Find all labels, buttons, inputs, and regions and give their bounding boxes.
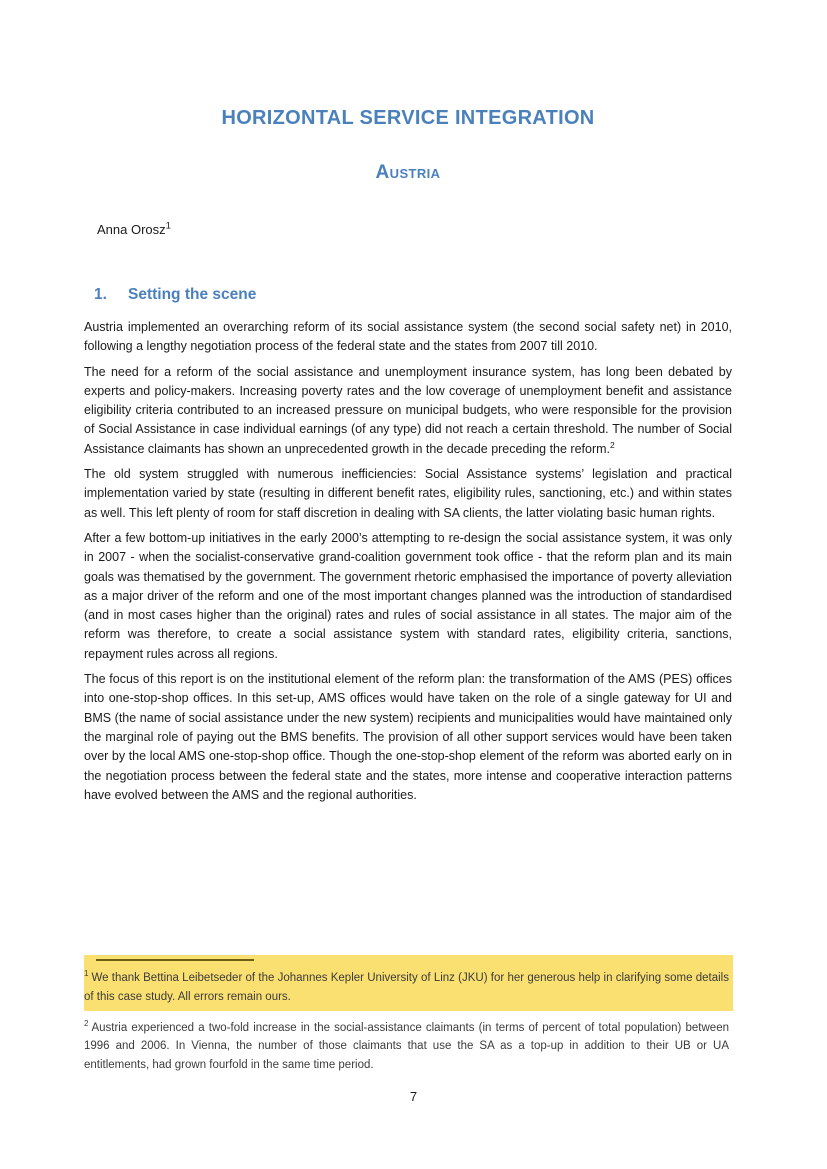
page-content [84, 0, 732, 805]
author-name: Anna Orosz [97, 222, 166, 237]
document-title: HORIZONTAL SERVICE INTEGRATION [221, 107, 595, 129]
footnote-1 [84, 969, 729, 1007]
paragraph-2 [84, 363, 732, 459]
section-label: Setting the scene [128, 286, 257, 303]
footnote-2-text: Austria experienced a two-fold increase in the social-assistance claimants (in terms of percent of total population) between 1996 and 2006. In Vienna, the number of those claimants that use the SA as a top-up in addition to their UB or UA entitlements, had grown fourfold in the same time period. [84, 1021, 729, 1072]
document-subtitle: Austria [375, 162, 441, 183]
author-footnote-mark: 1 [165, 220, 171, 232]
footnote-1-highlight [84, 955, 733, 1011]
footnote-2 [84, 1019, 733, 1075]
page-number: 7 [409, 1089, 418, 1104]
author-line [84, 221, 732, 238]
footnotes-area [84, 955, 733, 1075]
paragraph-1: Austria implemented an overarching reform of its social assistance system (the second social safety net) in 2010, following a lengthy negotiation process of the federal state and the states from 2007 till 2010. [84, 320, 732, 354]
section-number: 1. [94, 286, 107, 303]
footnote-ref-2: 2 [610, 439, 615, 450]
footnote-separator-line [96, 959, 254, 961]
section-heading [84, 285, 732, 305]
footnote-1-mark: 1 [84, 969, 89, 979]
footnote-1-text: We thank Bettina Leibetseder of the Johannes Kepler University of Linz (JKU) for her generous help in clarifying some details of this case study. All errors remain ours. [84, 972, 729, 1003]
paragraph-3: The old system struggled with numerous inefficiencies: Social Assistance systems’ legislation and practical implementation varied by state (resulting in different benefit rates, eligibility rules, sanctioning, etc.) and within states as well. This left plenty of room for staff discretion in dealing with SA clients, the latter violating basic human rights. [84, 467, 732, 520]
paragraph-2-text: The need for a reform of the social assistance and unemployment insurance system, has long been debated by experts and policy-makers. Increasing poverty rates and the low coverage of unemployment benefit and assistance eligibility criteria contributed to an increased pressure on municipal budgets, who were responsible for the provision of Social Assistance in case individual earnings (of any type) did not reach a certain threshold. The number of Social Assistance claimants has shown an unprecedented growth in the decade preceding the reform. [84, 364, 732, 456]
footnote-2-mark: 2 [84, 1018, 89, 1028]
paragraph-4: After a few bottom-up initiatives in the early 2000’s attempting to re-design the social assistance system, it was only in 2007 - when the socialist-conservative grand-coalition government took office - that the reform plan and its main goals was thematised by the government. The government rhetoric emphasised the importance of poverty alleviation as a major driver of the reform and one of the most important changes planned was the introduction of standardised (and in most cases higher than the original) rates and rules of social assistance in all states. The major aim of the reform was therefore, to create a social assistance system with standard rates, eligibility criteria, sanctions, repayment rules across all regions. [84, 530, 732, 661]
paragraph-5: The focus of this report is on the institutional element of the reform plan: the transformation of the AMS (PES) offices into one-stop-shop offices. In this set-up, AMS offices would have taken on the role of a single gateway for UI and BMS (the name of social assistance under the new system) recipients and municipalities would have maintained only the marginal role of paying out the BMS benefits. The provision of all other support services would have been taken over by the local AMS one-stop-shop office. Though the one-stop-shop element of the reform was aborted early on in the negotiation process between the federal state and the states, more intense and cooperative interaction patterns have evolved between the AMS and the regional authorities. [84, 672, 732, 802]
